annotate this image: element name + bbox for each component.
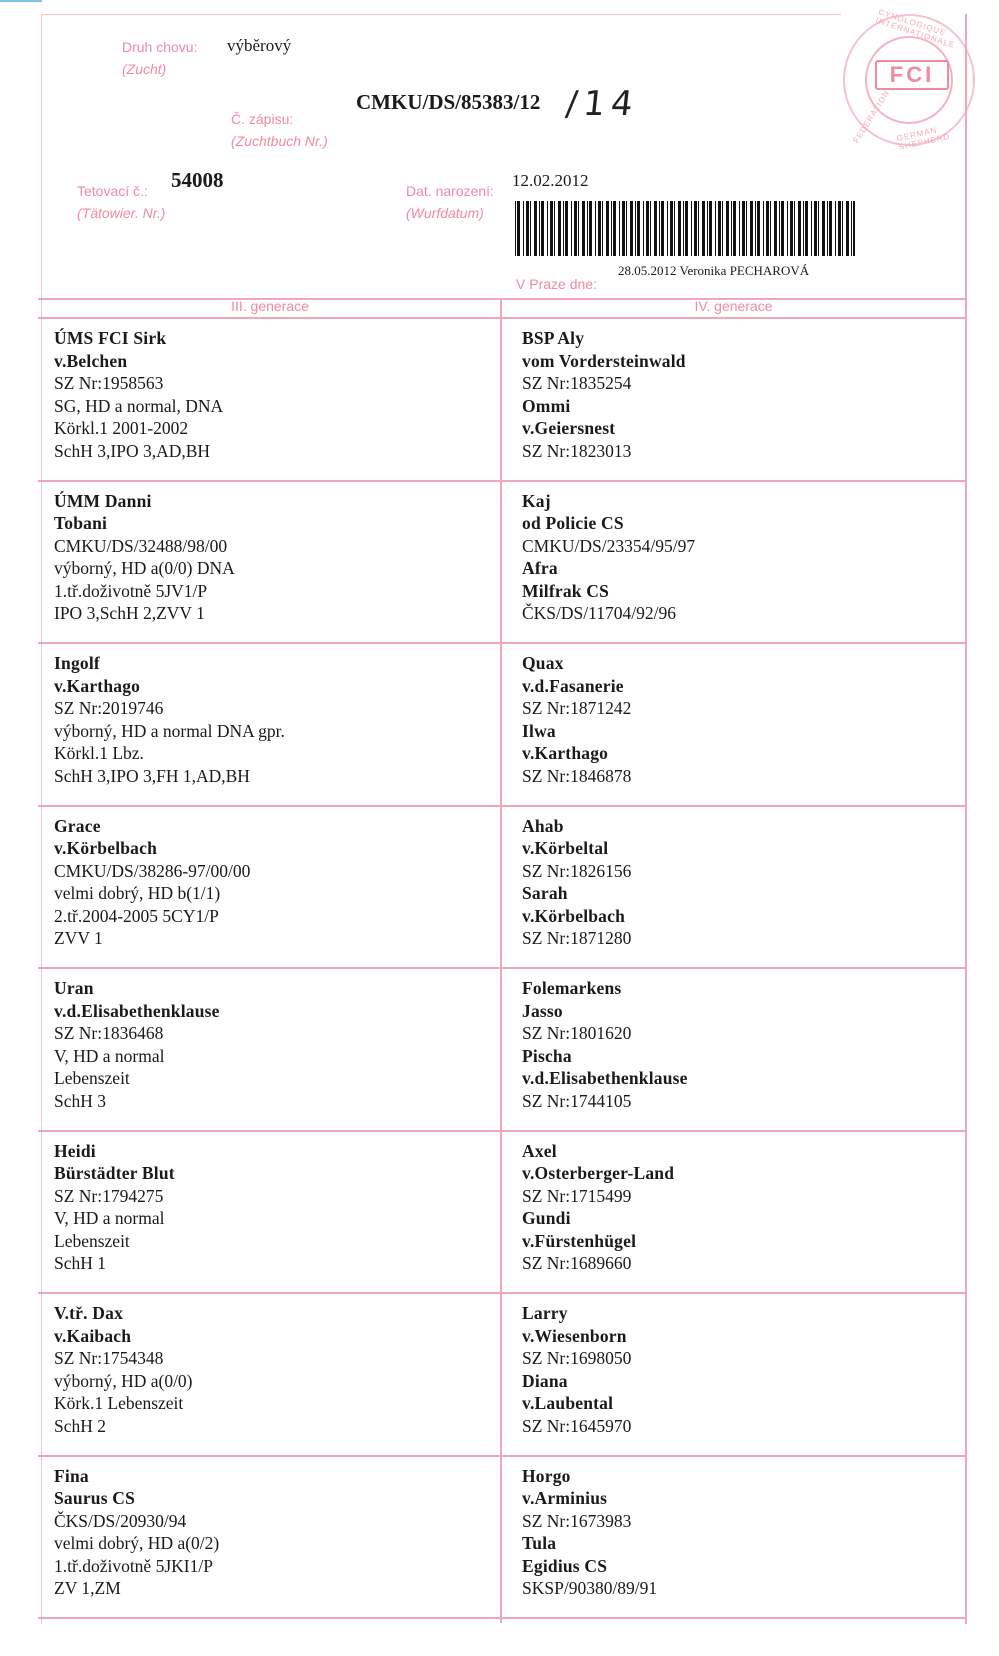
generation-header-bottom [38, 317, 967, 319]
barcode-bar [517, 201, 520, 256]
barcode-bar [582, 201, 585, 256]
barcode-bar [558, 201, 561, 256]
barcode-bar [547, 201, 548, 256]
gen4-header: IV. generace [694, 298, 773, 314]
barcode-bar [726, 201, 729, 256]
gen3-line: výborný, HD a normal DNA gpr. [54, 720, 285, 741]
barcode-bar [606, 201, 609, 256]
barcode-bar [611, 201, 612, 256]
barcode-bar [750, 201, 753, 256]
barcode-bar [794, 201, 795, 256]
top-edge-strip [0, 0, 42, 2]
barcode-bar [779, 201, 780, 256]
barcode-bar [659, 201, 660, 256]
gen4-line: SKSP/90380/89/91 [522, 1578, 658, 1598]
barcode-bar [811, 201, 812, 256]
gen3-line: SchH 3,IPO 3,FH 1,AD,BH [54, 765, 250, 786]
gen3-line: Grace [54, 815, 101, 836]
gen4-line: Larry [522, 1303, 568, 1323]
barcode-bar [526, 201, 529, 256]
barcode-bar [835, 201, 836, 256]
gen3-line: Heidi [54, 1140, 96, 1161]
gen4-line: Horgo [522, 1465, 571, 1486]
breed-value: výběrový [227, 36, 292, 55]
gen3-line: Ingolf [54, 653, 100, 673]
gen4-line: v.Fürstenhügel [522, 1230, 637, 1251]
issued-label: V Praze dne: [516, 276, 597, 292]
gen4-ancestor-cell [522, 815, 962, 950]
gen4-line: SZ Nr:1715499 [522, 1185, 632, 1206]
gen3-line: v.Kaibach [54, 1325, 132, 1346]
gen3-line: ZV 1,ZM [54, 1578, 121, 1598]
gen3-ancestor-cell [54, 1465, 494, 1600]
frame-left [41, 14, 42, 1624]
gen4-line: SZ Nr:1744105 [522, 1090, 632, 1111]
birth-value: 12.02.2012 [512, 171, 589, 190]
barcode-bar [803, 201, 804, 256]
gen4-ancestor-cell [522, 327, 962, 462]
row-separator [38, 805, 967, 807]
gen3-line: Körk.1 Lebenszeit [54, 1393, 184, 1413]
barcode-bar [523, 201, 524, 256]
gen4-line: CMKU/DS/23354/95/97 [522, 535, 696, 556]
gen3-line: Saurus CS [54, 1488, 136, 1508]
barcode-bar [541, 201, 544, 256]
row-separator [38, 642, 967, 644]
barcode-bar [805, 201, 808, 256]
barcode-bar [515, 201, 516, 256]
studbook-value: CMKU/DS/85383/12 [356, 90, 541, 114]
column-divider [500, 298, 502, 1623]
barcode-bar [646, 201, 649, 256]
gen4-line: v.Wiesenborn [522, 1325, 627, 1346]
gen3-ancestor-cell [54, 490, 494, 625]
gen3-line: IPO 3,SchH 2,ZVV 1 [54, 603, 205, 623]
barcode-bar [851, 201, 852, 256]
barcode-bar [707, 201, 708, 256]
barcode-bar [746, 201, 747, 256]
row-separator [38, 967, 967, 969]
barcode-bar [637, 201, 640, 256]
gen4-line: v.Arminius [522, 1488, 608, 1508]
gen3-line: CMKU/DS/38286-97/00/00 [54, 860, 251, 881]
gen3-ancestor-cell [54, 327, 494, 462]
gen4-line: Pischa [522, 1045, 572, 1066]
gen3-ancestor-cell [54, 977, 494, 1112]
gen4-line: Ommi [522, 395, 571, 416]
gen4-line: SZ Nr:1871242 [522, 698, 632, 718]
gen3-line: Lebenszeit [54, 1068, 130, 1088]
gen3-header: III. generace [231, 298, 309, 314]
gen4-line: SZ Nr:1871280 [522, 928, 632, 948]
gen4-line: SZ Nr:1823013 [522, 440, 632, 461]
barcode-bar [770, 201, 771, 256]
barcode-bar [534, 201, 537, 256]
gen4-line: v.Geiersnest [522, 418, 616, 438]
barcode-bar [622, 201, 625, 256]
gen3-line: Körkl.1 2001-2002 [54, 418, 189, 438]
barcode-bar [694, 201, 697, 256]
tattoo-value: 54008 [171, 168, 224, 192]
gen3-line: SchH 1 [54, 1253, 107, 1273]
gen4-line: SZ Nr:1801620 [522, 1023, 632, 1043]
gen4-line: SZ Nr:1835254 [522, 373, 632, 393]
barcode-bar [842, 201, 843, 256]
barcode-bar [822, 201, 825, 256]
studbook-label: Č. zápisu: (Zuchtbuch Nr.) [231, 111, 328, 149]
barcode-bar [613, 201, 616, 256]
gen4-line: Diana [522, 1370, 568, 1391]
gen3-line: Körkl.1 Lbz. [54, 743, 144, 763]
barcode-bar [595, 201, 596, 256]
gen3-line: velmi dobrý, HD a(0/2) [54, 1533, 220, 1553]
barcode-bar [602, 201, 603, 256]
barcode-bar [674, 201, 675, 256]
gen4-line: SZ Nr:1698050 [522, 1348, 632, 1368]
gen4-line: Afra [522, 558, 558, 578]
gen3-line: Bürstädter Blut [54, 1163, 175, 1183]
barcode-bar [846, 201, 849, 256]
barcode-bar [654, 201, 657, 256]
gen4-line: v.Laubental [522, 1393, 614, 1413]
barcode-bar [718, 201, 721, 256]
gen4-line: Axel [522, 1140, 557, 1161]
barcode-bar [565, 201, 568, 256]
gen3-line: SZ Nr:1836468 [54, 1023, 164, 1043]
gen4-line: od Policie CS [522, 513, 624, 533]
gen4-line: Sarah [522, 883, 568, 903]
barcode-bar [709, 201, 712, 256]
seal-fci-text: FCI [875, 60, 949, 90]
gen4-line: Milfrak CS [522, 580, 610, 601]
barcode-bar [715, 201, 716, 256]
barcode-bar [838, 201, 841, 256]
barcode-bar [702, 201, 705, 256]
barcode-bar [757, 201, 760, 256]
gen3-line: SchH 3 [54, 1090, 107, 1111]
barcode [515, 201, 855, 256]
gen4-line: vom Vordersteinwald [522, 350, 686, 371]
barcode-bar [790, 201, 793, 256]
gen3-line: v.Körbelbach [54, 838, 158, 858]
barcode-bar [774, 201, 777, 256]
barcode-bar [571, 201, 572, 256]
gen3-line: ÚMS FCI Sirk [54, 328, 167, 348]
gen3-line: Uran [54, 978, 94, 998]
gen3-line: V, HD a normal [54, 1208, 165, 1228]
gen4-line: SZ Nr:1826156 [522, 860, 632, 881]
gen3-line: výborný, HD a(0/0) DNA [54, 558, 235, 578]
barcode-bar [766, 201, 769, 256]
barcode-bar [853, 201, 855, 256]
row-separator [38, 1130, 967, 1132]
gen4-line: Gundi [522, 1208, 571, 1228]
gen4-line: v.Körbelbach [522, 905, 626, 926]
barcode-bar [626, 201, 627, 256]
barcode-bar [722, 201, 723, 256]
gen4-ancestor-cell [522, 652, 962, 787]
gen3-ancestor-cell [54, 815, 494, 950]
gen4-ancestor-cell [522, 1140, 962, 1275]
seal-ring-bottom: GERMAN SHEPHERD [895, 125, 952, 152]
barcode-bar [619, 201, 620, 256]
row-separator [38, 1455, 967, 1457]
barcode-bar [787, 201, 788, 256]
row-separator [38, 1292, 967, 1294]
barcode-bar [578, 201, 579, 256]
gen4-line: SZ Nr:1645970 [522, 1415, 632, 1436]
fci-seal [843, 7, 975, 152]
issued-value: 28.05.2012 Veronika PECHAROVÁ [618, 263, 810, 278]
barcode-bar [643, 201, 644, 256]
gen4-ancestor-cell [522, 1302, 962, 1437]
seal-ring-left: FEDERATION [851, 88, 892, 145]
barcode-bar [763, 201, 764, 256]
barcode-bar [661, 201, 664, 256]
barcode-bar [589, 201, 592, 256]
row-separator [38, 480, 967, 482]
barcode-bar [650, 201, 651, 256]
barcode-bar [755, 201, 756, 256]
gen3-ancestor-cell [54, 1140, 494, 1275]
gen3-ancestor-cell [54, 652, 494, 787]
gen3-line: Tobani [54, 513, 108, 533]
birth-label: Dat. narození: (Wurfdatum) [406, 183, 494, 221]
gen4-line: SZ Nr:1673983 [522, 1510, 632, 1531]
gen3-line: výborný, HD a(0/0) [54, 1370, 193, 1391]
gen4-line: v.d.Elisabethenklause [522, 1068, 688, 1088]
barcode-bar [733, 201, 736, 256]
gen3-line: SG, HD a normal, DNA [54, 395, 224, 416]
barcode-bar [691, 201, 692, 256]
gen3-line: ČKS/DS/20930/94 [54, 1510, 187, 1531]
gen3-line: V.tř. Dax [54, 1303, 124, 1323]
barcode-bar [678, 201, 681, 256]
gen3-line: ZVV 1 [54, 928, 103, 948]
gen3-line: velmi dobrý, HD b(1/1) [54, 883, 221, 903]
gen4-line: ČKS/DS/11704/92/96 [522, 603, 676, 623]
gen4-line: BSP Aly [522, 328, 585, 348]
frame-right [965, 14, 967, 1624]
gen3-line: SchH 2 [54, 1415, 107, 1436]
barcode-bar [818, 201, 819, 256]
barcode-bar [698, 201, 699, 256]
barcode-bar [739, 201, 740, 256]
gen4-line: v.d.Fasanerie [522, 675, 624, 696]
tattoo-label: Tetovací č.: (Tätowier. Nr.) [77, 183, 166, 221]
studbook-handwritten-suffix: /14 [563, 84, 641, 124]
breed-label: Druh chovu: (Zucht) [122, 39, 198, 77]
gen3-line: SZ Nr:2019746 [54, 698, 164, 718]
gen3-line: v.d.Elisabethenklause [54, 1000, 220, 1021]
barcode-bar [667, 201, 668, 256]
gen3-line: ÚMM Danni [54, 490, 152, 511]
barcode-bar [554, 201, 555, 256]
barcode-bar [574, 201, 577, 256]
barcode-bar [635, 201, 636, 256]
gen4-line: SZ Nr:1846878 [522, 765, 632, 786]
gen4-line: Kaj [522, 490, 551, 511]
barcode-bar [683, 201, 684, 256]
barcode-bar [630, 201, 633, 256]
barcode-bar [598, 201, 601, 256]
gen4-line: Egidius CS [522, 1555, 608, 1576]
gen4-line: Quax [522, 653, 564, 673]
gen3-line: CMKU/DS/32488/98/00 [54, 535, 228, 556]
gen3-line: 1.tř.doživotně 5JV1/P [54, 580, 208, 601]
gen4-line: Jasso [522, 1000, 563, 1021]
barcode-bar [814, 201, 817, 256]
gen3-line: Lebenszeit [54, 1230, 130, 1251]
gen3-line: SchH 3,IPO 3,AD,BH [54, 440, 211, 461]
barcode-bar [798, 201, 801, 256]
gen4-ancestor-cell [522, 977, 962, 1112]
gen3-line: SZ Nr:1754348 [54, 1348, 164, 1368]
gen4-line: Ilwa [522, 720, 556, 741]
seal-ring-top: CYNOLOGIQUE INTERNATIONALE [874, 7, 957, 50]
gen4-line: Ahab [522, 815, 564, 836]
gen3-line: v.Karthago [54, 675, 141, 696]
gen3-line: Fina [54, 1465, 89, 1486]
frame-bottom [38, 1617, 967, 1619]
barcode-bar [742, 201, 745, 256]
gen4-line: v.Karthago [522, 743, 609, 763]
gen3-line: V, HD a normal [54, 1045, 165, 1066]
gen3-ancestor-cell [54, 1302, 494, 1437]
gen3-line: v.Belchen [54, 350, 128, 371]
barcode-bar [829, 201, 832, 256]
barcode-bar [731, 201, 732, 256]
barcode-bar [563, 201, 564, 256]
gen3-line: SZ Nr:1958563 [54, 373, 164, 393]
gen4-ancestor-cell [522, 1465, 962, 1600]
gen4-line: v.Körbeltal [522, 838, 609, 858]
gen4-line: Tula [522, 1533, 557, 1553]
gen4-ancestor-cell [522, 490, 962, 625]
gen4-line: v.Osterberger-Land [522, 1163, 675, 1183]
gen4-line: Folemarkens [522, 978, 622, 998]
gen3-line: 2.tř.2004-2005 5CY1/P [54, 905, 219, 926]
gen4-line: SZ Nr:1689660 [522, 1253, 632, 1273]
barcode-bar [587, 201, 588, 256]
barcode-bar [539, 201, 540, 256]
gen3-line: SZ Nr:1794275 [54, 1185, 164, 1206]
frame-top [41, 14, 841, 15]
gen3-line: 1.tř.doživotně 5JKI1/P [54, 1555, 213, 1576]
barcode-bar [530, 201, 531, 256]
barcode-bar [827, 201, 828, 256]
barcode-bar [781, 201, 784, 256]
barcode-bar [670, 201, 673, 256]
barcode-bar [685, 201, 688, 256]
barcode-bar [550, 201, 553, 256]
